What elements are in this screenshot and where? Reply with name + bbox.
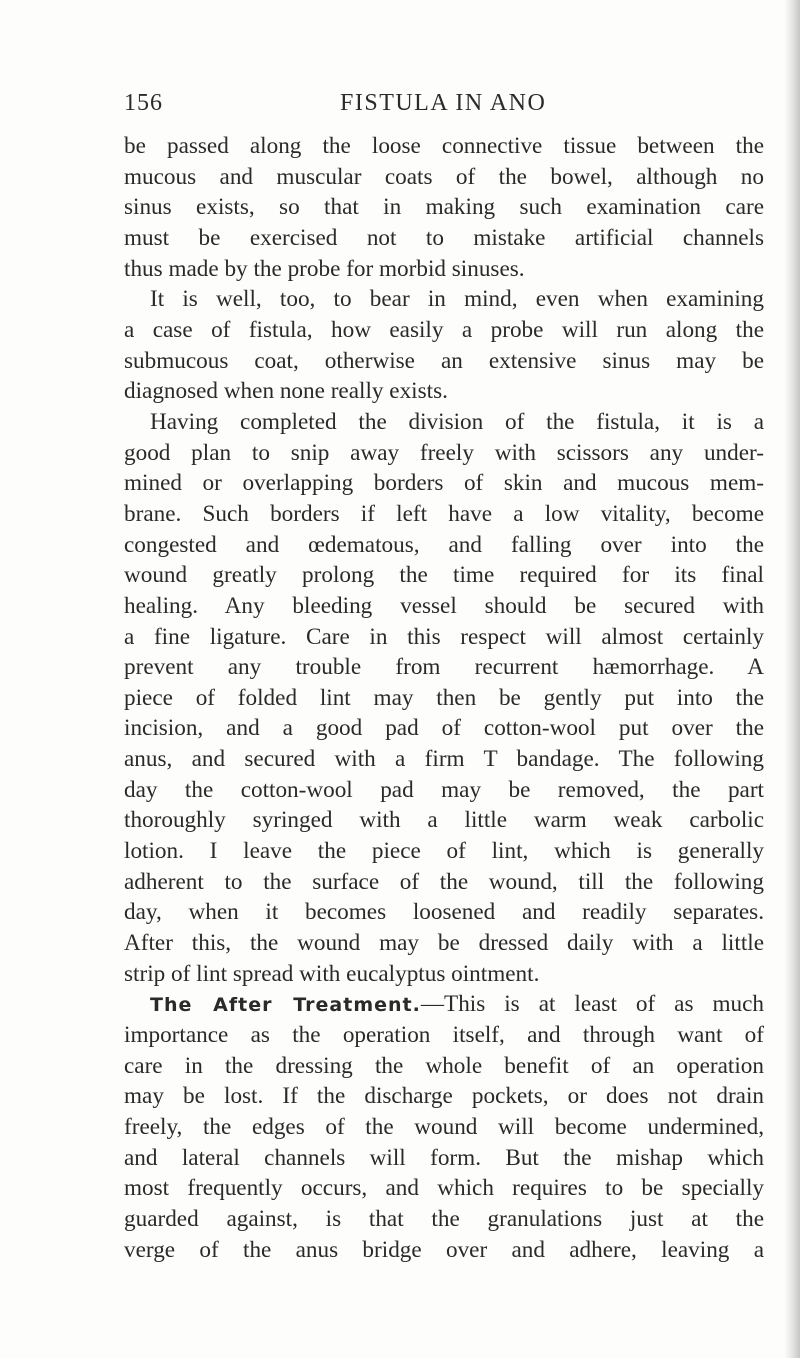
- text-line: lotion. I leave the piece of lint, which is generally: [124, 838, 764, 865]
- text-line: prevent any trouble from recurrent hæmorrhage. A: [124, 654, 764, 681]
- section-first-line-text: —This is at least of as much: [420, 991, 764, 1018]
- page-number: 156: [124, 90, 163, 116]
- text-line: and lateral channels will form. But the mishap which: [124, 1144, 764, 1171]
- section-heading: The After Treatment.: [150, 994, 421, 1017]
- text-line: must be exercised not to mistake artificial channels: [124, 224, 764, 251]
- text-line: importance as the operation itself, and through want of: [124, 1022, 764, 1049]
- text-line: incision, and a good pad of cotton-wool put over the: [124, 715, 764, 742]
- text-line: brane. Such borders if left have a low vitality, become: [124, 500, 764, 527]
- text-line: freely, the edges of the wound will become undermined,: [124, 1114, 764, 1140]
- text-line: most frequently occurs, and which requires to be specially: [124, 1175, 764, 1202]
- text-line: After this, the wound may be dressed daily with a little: [124, 930, 764, 957]
- text-line: day the cotton-wool pad may be removed, the part: [124, 776, 764, 803]
- text-line: Having completed the division of the fistula, it is a: [150, 408, 764, 435]
- text-line: adherent to the surface of the wound, till the following: [124, 868, 764, 895]
- text-line: piece of folded lint may then be gently put into the: [124, 684, 764, 711]
- text-line: a fine ligature. Care in this respect will almost certainly: [124, 623, 764, 650]
- text-line: may be lost. If the discharge pockets, or does not drain: [124, 1083, 764, 1110]
- text-line: guarded against, is that the granulations just at the: [124, 1205, 764, 1232]
- text-line: submucous coat, otherwise an extensive sinus may be: [124, 347, 764, 374]
- text-line: diagnosed when none really exists.: [124, 378, 448, 405]
- text-line: mined or overlapping borders of skin and mucous mem-: [124, 470, 764, 497]
- body-text: [124, 131, 764, 1265]
- text-line: strip of lint spread with eucalyptus ointment.: [124, 960, 540, 987]
- text-line: wound greatly prolong the time required for its final: [124, 562, 764, 589]
- running-head: [124, 84, 764, 124]
- text-line: verge of the anus bridge over and adhere, leaving a: [124, 1236, 764, 1263]
- text-line: It is well, too, to bear in mind, even when examining: [150, 286, 764, 313]
- text-line: thoroughly syringed with a little warm weak carbolic: [124, 807, 764, 834]
- text-line: be passed along the loose connective tissue between the: [124, 133, 764, 159]
- text-line: thus made by the probe for morbid sinuses.: [124, 255, 525, 282]
- running-title: FISTULA IN ANO: [340, 90, 547, 116]
- text-line: a case of fistula, how easily a probe will run along the: [124, 316, 764, 343]
- page-edge-shadow: [784, 0, 800, 1358]
- text-line: anus, and secured with a firm T bandage. The following: [124, 746, 764, 773]
- text-line: sinus exists, so that in making such examination care: [124, 194, 764, 221]
- text-line: care in the dressing the whole benefit of an operation: [124, 1052, 764, 1079]
- text-line: congested and œdematous, and falling over into the: [124, 531, 764, 558]
- text-line: mucous and muscular coats of the bowel, although no: [124, 163, 764, 190]
- text-line: day, when it becomes loosened and readily separates.: [124, 899, 764, 926]
- text-line: healing. Any bleeding vessel should be secured with: [124, 592, 764, 619]
- text-line: good plan to snip away freely with scissors any under-: [124, 439, 764, 466]
- section-first-line: [124, 989, 764, 1020]
